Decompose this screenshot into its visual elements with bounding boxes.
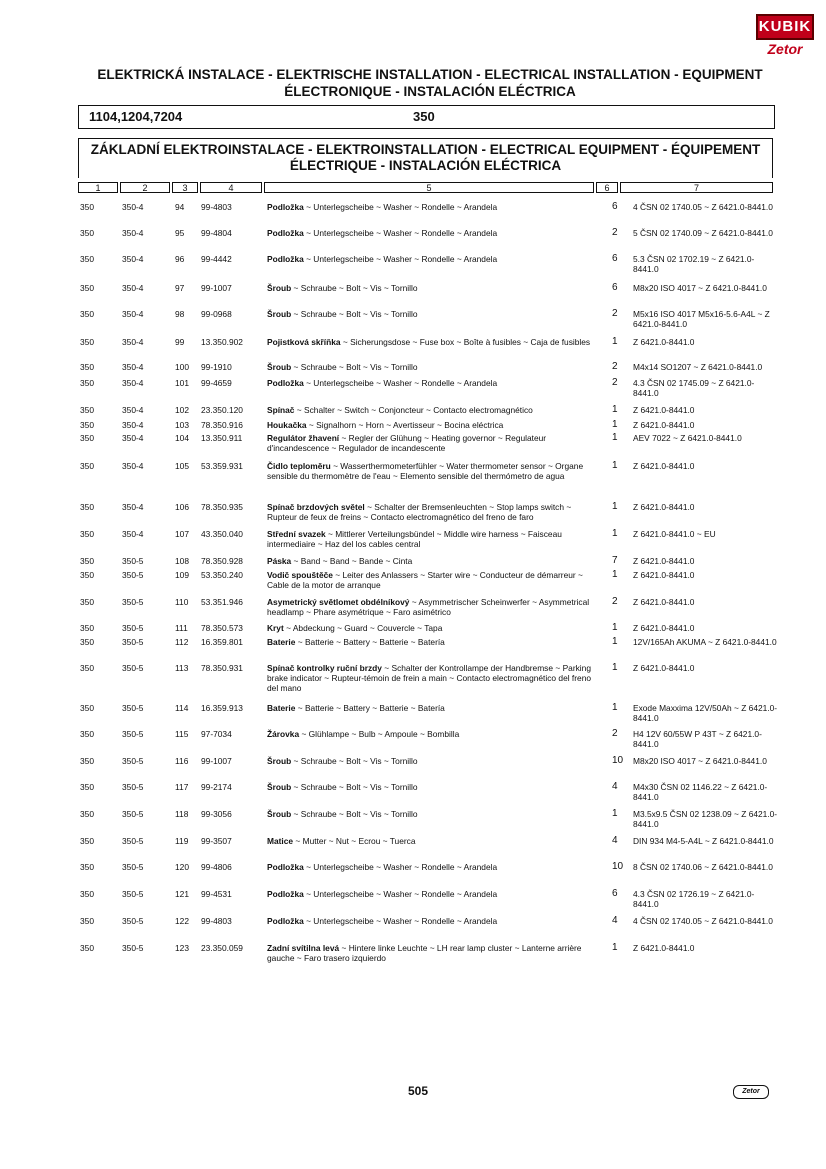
- part-name-translations: ~ Schalter der Bremsenleuchten ~ Stop lamps switch ~ Rupteur de feux de freins ~ Contacto electromagnético del freno de faro: [267, 502, 572, 522]
- cell-description: [267, 337, 597, 347]
- title-line: ÉLECTRONIQUE - INSTALACIÓN ELÉCTRICA: [284, 84, 576, 99]
- cell-description: [267, 202, 597, 212]
- part-name-cz: Páska: [267, 556, 292, 566]
- part-name-cz: Šroub: [267, 309, 292, 319]
- cell-col-2: 350-5: [122, 556, 144, 566]
- cell-quantity: 4: [612, 835, 618, 846]
- cell-norm: 4.3 ČSN 02 1745.09 ~ Z 6421.0-8441.0: [633, 378, 755, 398]
- part-name-translations: ~ Unterlegscheibe ~ Washer ~ Rondelle ~ Arandela: [303, 228, 498, 238]
- cell-col-4: 99-4806: [201, 862, 232, 872]
- cell-col-4: 78.350.916: [201, 420, 243, 430]
- cell-norm: 12V/165Ah AKUMA ~ Z 6421.0-8441.0: [633, 637, 777, 647]
- cell-quantity: 2: [612, 308, 618, 319]
- part-name-cz: Čidlo teploměru: [267, 461, 331, 471]
- part-name-translations: ~ Hintere linke Leuchte ~ LH rear lamp cluster ~ Lanterne arrière gauche ~ Faro trasero izquierdo: [267, 943, 582, 963]
- cell-description: [267, 420, 597, 430]
- part-name-cz: Houkačka: [267, 420, 307, 430]
- cell-col-3: 106: [175, 502, 189, 512]
- cell-col-2: 350-4: [122, 254, 144, 264]
- cell-description: [267, 309, 597, 319]
- cell-col-1: 350: [80, 309, 94, 319]
- part-name-cz: Žárovka: [267, 729, 300, 739]
- cell-quantity: 1: [612, 419, 618, 430]
- cell-col-3: 114: [175, 703, 189, 713]
- part-name-cz: Podložka: [267, 228, 304, 238]
- cell-norm: Z 6421.0-8441.0: [633, 943, 695, 953]
- cell-col-1: 350: [80, 502, 94, 512]
- col-header-2: 2: [120, 182, 170, 193]
- cell-col-2: 350-5: [122, 623, 144, 633]
- cell-col-1: 350: [80, 337, 94, 347]
- cell-col-3: 115: [175, 729, 189, 739]
- cell-quantity: 1: [612, 808, 618, 819]
- cell-norm: 5.3 ČSN 02 1702.19 ~ Z 6421.0-8441.0: [633, 254, 755, 274]
- part-name-cz: Zadní svítilna levá: [267, 943, 340, 953]
- cell-description: [267, 756, 597, 766]
- cell-col-1: 350: [80, 916, 94, 926]
- part-name-translations: ~ Batterie ~ Battery ~ Batterie ~ Batería: [295, 703, 445, 713]
- model-list: 1104,1204,7204: [89, 109, 183, 124]
- part-name-translations: ~ Leiter des Anlassers ~ Starter wire ~ Conducteur de démarreur ~ Cable de la motor de arranque: [267, 570, 583, 590]
- cell-col-3: 101: [175, 378, 189, 388]
- cell-col-3: 96: [175, 254, 185, 264]
- cell-col-2: 350-4: [122, 202, 144, 212]
- cell-col-2: 350-4: [122, 420, 144, 430]
- column-headers: [78, 182, 773, 194]
- cell-col-4: 43.350.040: [201, 529, 243, 539]
- cell-col-3: 100: [175, 362, 189, 372]
- cell-col-1: 350: [80, 362, 94, 372]
- cell-norm: M8x20 ISO 4017 ~ Z 6421.0-8441.0: [633, 756, 767, 766]
- cell-col-3: 120: [175, 862, 189, 872]
- cell-col-4: 99-3056: [201, 809, 232, 819]
- part-name-translations: ~ Abdeckung ~ Guard ~ Couvercle ~ Tapa: [283, 623, 443, 633]
- cell-col-1: 350: [80, 378, 94, 388]
- cell-col-4: 53.359.931: [201, 461, 243, 471]
- cell-col-4: 53.350.240: [201, 570, 243, 580]
- cell-col-2: 350-5: [122, 809, 144, 819]
- cell-col-4: 78.350.931: [201, 663, 243, 673]
- cell-col-1: 350: [80, 556, 94, 566]
- part-name-translations: ~ Regler der Glühung ~ Heating governor ~ Regulateur d'incandescence ~ Regulador de incandescente: [267, 433, 547, 453]
- cell-col-3: 118: [175, 809, 189, 819]
- part-name-translations: ~ Unterlegscheibe ~ Washer ~ Rondelle ~ Arandela: [303, 889, 498, 899]
- cell-description: [267, 597, 597, 617]
- cell-col-4: 97-7034: [201, 729, 232, 739]
- part-name-translations: ~ Mittlerer Verteilungsbündel ~ Middle wire harness ~ Faisceau intermediaire ~ Haz del los cables central: [267, 529, 562, 549]
- part-name-translations: ~ Schraube ~ Bolt ~ Vis ~ Tornillo: [291, 782, 418, 792]
- cell-col-3: 121: [175, 889, 189, 899]
- part-name-cz: Střední svazek: [267, 529, 326, 539]
- cell-col-4: 99-4659: [201, 378, 232, 388]
- part-name-cz: Podložka: [267, 889, 304, 899]
- logo-brand: KUBIK: [756, 14, 814, 40]
- part-name-cz: Vodič spouštěče: [267, 570, 333, 580]
- cell-norm: Z 6421.0-8441.0: [633, 502, 695, 512]
- part-name-translations: ~ Sicherungsdose ~ Fuse box ~ Boîte à fusibles ~ Caja de fusibles: [340, 337, 591, 347]
- cell-quantity: 2: [612, 596, 618, 607]
- cell-quantity: 1: [612, 702, 618, 713]
- cell-col-1: 350: [80, 283, 94, 293]
- part-name-cz: Spínač: [267, 405, 295, 415]
- part-name-translations: ~ Asymmetrischer Scheinwerfer ~ Asymmetrical headlamp ~ Phare asymétrique ~ Faro asimétrico: [267, 597, 590, 617]
- cell-description: [267, 228, 597, 238]
- part-name-cz: Spínač kontrolky ruční brzdy: [267, 663, 382, 673]
- part-name-cz: Podložka: [267, 254, 304, 264]
- cell-col-4: 99-2174: [201, 782, 232, 792]
- cell-description: [267, 378, 597, 388]
- cell-col-3: 105: [175, 461, 189, 471]
- cell-col-1: 350: [80, 529, 94, 539]
- cell-col-4: 23.350.120: [201, 405, 243, 415]
- model-header: [78, 105, 775, 129]
- cell-col-4: 99-4803: [201, 202, 232, 212]
- cell-description: [267, 433, 597, 453]
- cell-quantity: 1: [612, 404, 618, 415]
- cell-description: [267, 570, 597, 590]
- cell-col-3: 117: [175, 782, 189, 792]
- cell-description: [267, 663, 597, 693]
- part-name-cz: Šroub: [267, 283, 292, 293]
- part-name-translations: ~ Schalter der Kontrollampe der Handbremse ~ Parking brake indicator ~ Rupteur-témoin de frein a main ~ Contacto electromagnético del freno del mano: [267, 663, 592, 693]
- cell-quantity: 1: [612, 662, 618, 673]
- cell-col-3: 98: [175, 309, 185, 319]
- cell-col-3: 97: [175, 283, 185, 293]
- cell-norm: M3.5x9.5 ČSN 02 1238.09 ~ Z 6421.0-8441.0: [633, 809, 778, 829]
- cell-col-1: 350: [80, 597, 94, 607]
- cell-norm: Z 6421.0-8441.0: [633, 597, 695, 607]
- cell-col-2: 350-5: [122, 943, 144, 953]
- cell-col-2: 350-5: [122, 916, 144, 926]
- cell-quantity: 1: [612, 528, 618, 539]
- col-header-7: 7: [620, 182, 773, 193]
- logo-sub: Zetor: [767, 41, 803, 57]
- section-line: ÉLECTRIQUE - INSTALACIÓN ELÉCTRICA: [289, 158, 562, 173]
- cell-norm: Z 6421.0-8441.0: [633, 623, 695, 633]
- cell-col-3: 103: [175, 420, 189, 430]
- cell-col-2: 350-4: [122, 362, 144, 372]
- part-name-cz: Šroub: [267, 756, 292, 766]
- cell-quantity: 1: [612, 636, 618, 647]
- section-line: ZÁKLADNÍ ELEKTROINSTALACE - ELEKTROINSTALLATION - ELECTRICAL EQUIPMENT - ÉQUIPEMENT: [90, 142, 761, 157]
- cell-quantity: 1: [612, 432, 618, 443]
- cell-norm: 4.3 ČSN 02 1726.19 ~ Z 6421.0-8441.0: [633, 889, 755, 909]
- part-name-translations: ~ Wasserthermometerfühler ~ Water thermometer sensor ~ Organe sensible du thermomètre de l'eau ~ Elemento sensible del thermómetro de agua: [267, 461, 584, 481]
- cell-col-4: 99-0968: [201, 309, 232, 319]
- cell-col-2: 350-5: [122, 889, 144, 899]
- cell-col-3: 113: [175, 663, 189, 673]
- cell-col-2: 350-4: [122, 337, 144, 347]
- cell-col-1: 350: [80, 862, 94, 872]
- part-name-translations: ~ Unterlegscheibe ~ Washer ~ Rondelle ~ Arandela: [303, 202, 498, 212]
- part-name-translations: ~ Unterlegscheibe ~ Washer ~ Rondelle ~ Arandela: [303, 862, 498, 872]
- part-name-translations: ~ Schraube ~ Bolt ~ Vis ~ Tornillo: [291, 809, 418, 819]
- cell-col-3: 108: [175, 556, 189, 566]
- cell-col-3: 99: [175, 337, 185, 347]
- cell-col-2: 350-5: [122, 637, 144, 647]
- cell-norm: M8x20 ISO 4017 ~ Z 6421.0-8441.0: [633, 283, 767, 293]
- cell-quantity: 6: [612, 201, 618, 212]
- part-name-cz: Podložka: [267, 202, 304, 212]
- cell-col-4: 99-4442: [201, 254, 232, 264]
- cell-col-2: 350-4: [122, 378, 144, 388]
- cell-description: [267, 254, 597, 264]
- cell-col-3: 123: [175, 943, 189, 953]
- cell-col-1: 350: [80, 836, 94, 846]
- part-name-cz: Šroub: [267, 782, 292, 792]
- page-title: [80, 66, 780, 100]
- part-name-translations: ~ Signalhorn ~ Horn ~ Avertisseur ~ Bocina eléctrica: [306, 420, 504, 430]
- cell-description: [267, 782, 597, 792]
- part-name-cz: Pojistková skříňka: [267, 337, 341, 347]
- part-name-cz: Podložka: [267, 378, 304, 388]
- cell-col-4: 78.350.573: [201, 623, 243, 633]
- cell-col-2: 350-5: [122, 862, 144, 872]
- cell-description: [267, 362, 597, 372]
- cell-col-1: 350: [80, 729, 94, 739]
- part-name-cz: Baterie: [267, 703, 296, 713]
- cell-norm: Z 6421.0-8441.0: [633, 337, 695, 347]
- cell-col-3: 94: [175, 202, 185, 212]
- cell-col-2: 350-5: [122, 756, 144, 766]
- cell-quantity: 1: [612, 336, 618, 347]
- group-number: 350: [413, 109, 435, 124]
- title-line: ELEKTRICKÁ INSTALACE - ELEKTRISCHE INSTALLATION - ELECTRICAL INSTALLATION - EQUIPMENT: [97, 67, 763, 82]
- part-name-cz: Matice: [267, 836, 294, 846]
- cell-col-4: 99-1910: [201, 362, 232, 372]
- cell-description: [267, 623, 597, 633]
- cell-norm: M4x30 ČSN 02 1146.22 ~ Z 6421.0-8441.0: [633, 782, 768, 802]
- part-name-cz: Spínač brzdových světel: [267, 502, 365, 512]
- cell-col-4: 23.350.059: [201, 943, 243, 953]
- cell-col-2: 350-4: [122, 228, 144, 238]
- cell-col-2: 350-4: [122, 283, 144, 293]
- cell-col-2: 350-4: [122, 309, 144, 319]
- cell-quantity: 10: [612, 861, 624, 872]
- cell-quantity: 1: [612, 501, 618, 512]
- cell-col-3: 104: [175, 433, 189, 443]
- part-name-cz: Podložka: [267, 862, 304, 872]
- part-name-translations: ~ Schraube ~ Bolt ~ Vis ~ Tornillo: [291, 756, 418, 766]
- cell-col-1: 350: [80, 943, 94, 953]
- cell-col-2: 350-5: [122, 663, 144, 673]
- cell-description: [267, 529, 597, 549]
- cell-col-2: 350-4: [122, 461, 144, 471]
- cell-quantity: 2: [612, 728, 618, 739]
- cell-quantity: 2: [612, 377, 618, 388]
- cell-col-1: 350: [80, 420, 94, 430]
- cell-col-1: 350: [80, 228, 94, 238]
- cell-col-1: 350: [80, 461, 94, 471]
- cell-col-4: 16.359.913: [201, 703, 243, 713]
- part-name-cz: Šroub: [267, 362, 292, 372]
- cell-col-1: 350: [80, 623, 94, 633]
- cell-col-2: 350-5: [122, 782, 144, 792]
- col-header-4: 4: [200, 182, 262, 193]
- cell-norm: Z 6421.0-8441.0: [633, 420, 695, 430]
- cell-col-1: 350: [80, 637, 94, 647]
- cell-description: [267, 405, 597, 415]
- cell-norm: Z 6421.0-8441.0: [633, 570, 695, 580]
- cell-col-4: 78.350.928: [201, 556, 243, 566]
- cell-description: [267, 862, 597, 872]
- part-name-translations: ~ Unterlegscheibe ~ Washer ~ Rondelle ~ Arandela: [303, 378, 498, 388]
- part-name-translations: ~ Schraube ~ Bolt ~ Vis ~ Tornillo: [291, 362, 418, 372]
- cell-quantity: 1: [612, 942, 618, 953]
- cell-description: [267, 637, 597, 647]
- part-name-cz: Asymetrický světlomet obdélníkový: [267, 597, 410, 607]
- kubik-zetor-logo: [756, 14, 814, 60]
- cell-col-3: 116: [175, 756, 189, 766]
- part-name-cz: Kryt: [267, 623, 284, 633]
- cell-col-3: 109: [175, 570, 189, 580]
- cell-description: [267, 283, 597, 293]
- part-name-translations: ~ Band ~ Band ~ Bande ~ Cinta: [291, 556, 413, 566]
- cell-quantity: 6: [612, 282, 618, 293]
- part-name-translations: ~ Schraube ~ Bolt ~ Vis ~ Tornillo: [291, 283, 418, 293]
- cell-norm: 4 ČSN 02 1740.05 ~ Z 6421.0-8441.0: [633, 916, 773, 926]
- cell-col-3: 110: [175, 597, 189, 607]
- cell-description: [267, 556, 597, 566]
- cell-col-2: 350-5: [122, 729, 144, 739]
- part-name-translations: ~ Unterlegscheibe ~ Washer ~ Rondelle ~ Arandela: [303, 254, 498, 264]
- cell-norm: M5x16 ISO 4017 M5x16-5.6-A4L ~ Z 6421.0-8441.0: [633, 309, 770, 329]
- cell-col-2: 350-5: [122, 570, 144, 580]
- cell-col-3: 119: [175, 836, 189, 846]
- col-header-3: 3: [172, 182, 198, 193]
- col-header-6: 6: [596, 182, 618, 193]
- cell-col-1: 350: [80, 254, 94, 264]
- cell-description: [267, 703, 597, 713]
- cell-col-2: 350-5: [122, 703, 144, 713]
- part-name-translations: ~ Glühlampe ~ Bulb ~ Ampoule ~ Bombilla: [299, 729, 460, 739]
- cell-col-3: 112: [175, 637, 189, 647]
- part-name-translations: ~ Batterie ~ Battery ~ Batterie ~ Batería: [295, 637, 445, 647]
- cell-norm: 4 ČSN 02 1740.05 ~ Z 6421.0-8441.0: [633, 202, 773, 212]
- cell-col-4: 99-1007: [201, 756, 232, 766]
- cell-description: [267, 889, 597, 899]
- cell-norm: Z 6421.0-8441.0: [633, 556, 695, 566]
- cell-description: [267, 461, 597, 481]
- cell-norm: DIN 934 M4-5-A4L ~ Z 6421.0-8441.0: [633, 836, 774, 846]
- cell-norm: AEV 7022 ~ Z 6421.0-8441.0: [633, 433, 742, 443]
- cell-col-3: 122: [175, 916, 189, 926]
- cell-norm: Z 6421.0-8441.0 ~ EU: [633, 529, 716, 539]
- part-name-cz: Podložka: [267, 916, 304, 926]
- cell-col-2: 350-5: [122, 836, 144, 846]
- cell-norm: 5 ČSN 02 1740.09 ~ Z 6421.0-8441.0: [633, 228, 773, 238]
- cell-col-4: 99-4804: [201, 228, 232, 238]
- cell-quantity: 7: [612, 555, 618, 566]
- cell-col-3: 102: [175, 405, 189, 415]
- cell-quantity: 1: [612, 460, 618, 471]
- cell-quantity: 6: [612, 253, 618, 264]
- cell-col-4: 16.359.801: [201, 637, 243, 647]
- cell-norm: Z 6421.0-8441.0: [633, 663, 695, 673]
- col-header-1: 1: [78, 182, 118, 193]
- cell-col-4: 53.351.946: [201, 597, 243, 607]
- cell-quantity: 10: [612, 755, 624, 766]
- cell-quantity: 4: [612, 915, 618, 926]
- cell-col-4: 99-4803: [201, 916, 232, 926]
- cell-quantity: 4: [612, 781, 618, 792]
- cell-description: [267, 916, 597, 926]
- cell-norm: 8 ČSN 02 1740.06 ~ Z 6421.0-8441.0: [633, 862, 773, 872]
- cell-col-4: 99-3507: [201, 836, 232, 846]
- col-header-5: 5: [264, 182, 594, 193]
- cell-col-1: 350: [80, 570, 94, 580]
- cell-col-2: 350-4: [122, 529, 144, 539]
- cell-col-3: 107: [175, 529, 189, 539]
- cell-quantity: 2: [612, 227, 618, 238]
- part-name-cz: Regulátor žhavení: [267, 433, 340, 443]
- part-name-translations: ~ Unterlegscheibe ~ Washer ~ Rondelle ~ Arandela: [303, 916, 498, 926]
- cell-col-1: 350: [80, 889, 94, 899]
- section-title: [78, 138, 773, 178]
- cell-quantity: 6: [612, 888, 618, 899]
- cell-col-2: 350-4: [122, 405, 144, 415]
- cell-norm: H4 12V 60/55W P 43T ~ Z 6421.0-8441.0: [633, 729, 762, 749]
- cell-col-1: 350: [80, 756, 94, 766]
- cell-col-4: 13.350.911: [201, 433, 243, 443]
- cell-col-4: 99-4531: [201, 889, 232, 899]
- cell-col-1: 350: [80, 663, 94, 673]
- page-number: 505: [408, 1084, 429, 1098]
- cell-norm: M4x14 SO1207 ~ Z 6421.0-8441.0: [633, 362, 763, 372]
- cell-norm: Z 6421.0-8441.0: [633, 405, 695, 415]
- cell-quantity: 1: [612, 569, 618, 580]
- cell-col-4: 99-1007: [201, 283, 232, 293]
- cell-col-3: 95: [175, 228, 185, 238]
- cell-description: [267, 502, 597, 522]
- part-name-translations: ~ Schalter ~ Switch ~ Conjoncteur ~ Contacto electromagnético: [294, 405, 533, 415]
- cell-col-1: 350: [80, 809, 94, 819]
- cell-col-4: 13.350.902: [201, 337, 243, 347]
- cell-quantity: 2: [612, 361, 618, 372]
- cell-col-1: 350: [80, 433, 94, 443]
- cell-col-2: 350-4: [122, 433, 144, 443]
- cell-norm: Exode Maxxima 12V/50Ah ~ Z 6421.0-8441.0: [633, 703, 778, 723]
- part-name-cz: Baterie: [267, 637, 296, 647]
- cell-col-4: 78.350.935: [201, 502, 243, 512]
- part-name-translations: ~ Mutter ~ Nut ~ Ecrou ~ Tuerca: [293, 836, 416, 846]
- part-name-cz: Šroub: [267, 809, 292, 819]
- cell-quantity: 1: [612, 622, 618, 633]
- cell-col-3: 111: [175, 623, 188, 633]
- cell-description: [267, 943, 597, 963]
- part-name-translations: ~ Schraube ~ Bolt ~ Vis ~ Tornillo: [291, 309, 418, 319]
- cell-col-1: 350: [80, 202, 94, 212]
- cell-norm: Z 6421.0-8441.0: [633, 461, 695, 471]
- cell-description: [267, 836, 597, 846]
- cell-col-2: 350-5: [122, 597, 144, 607]
- cell-col-1: 350: [80, 703, 94, 713]
- cell-col-2: 350-4: [122, 502, 144, 512]
- zetor-footer-logo: Zetor: [733, 1085, 769, 1099]
- cell-col-1: 350: [80, 405, 94, 415]
- cell-description: [267, 809, 597, 819]
- cell-description: [267, 729, 597, 739]
- cell-col-1: 350: [80, 782, 94, 792]
